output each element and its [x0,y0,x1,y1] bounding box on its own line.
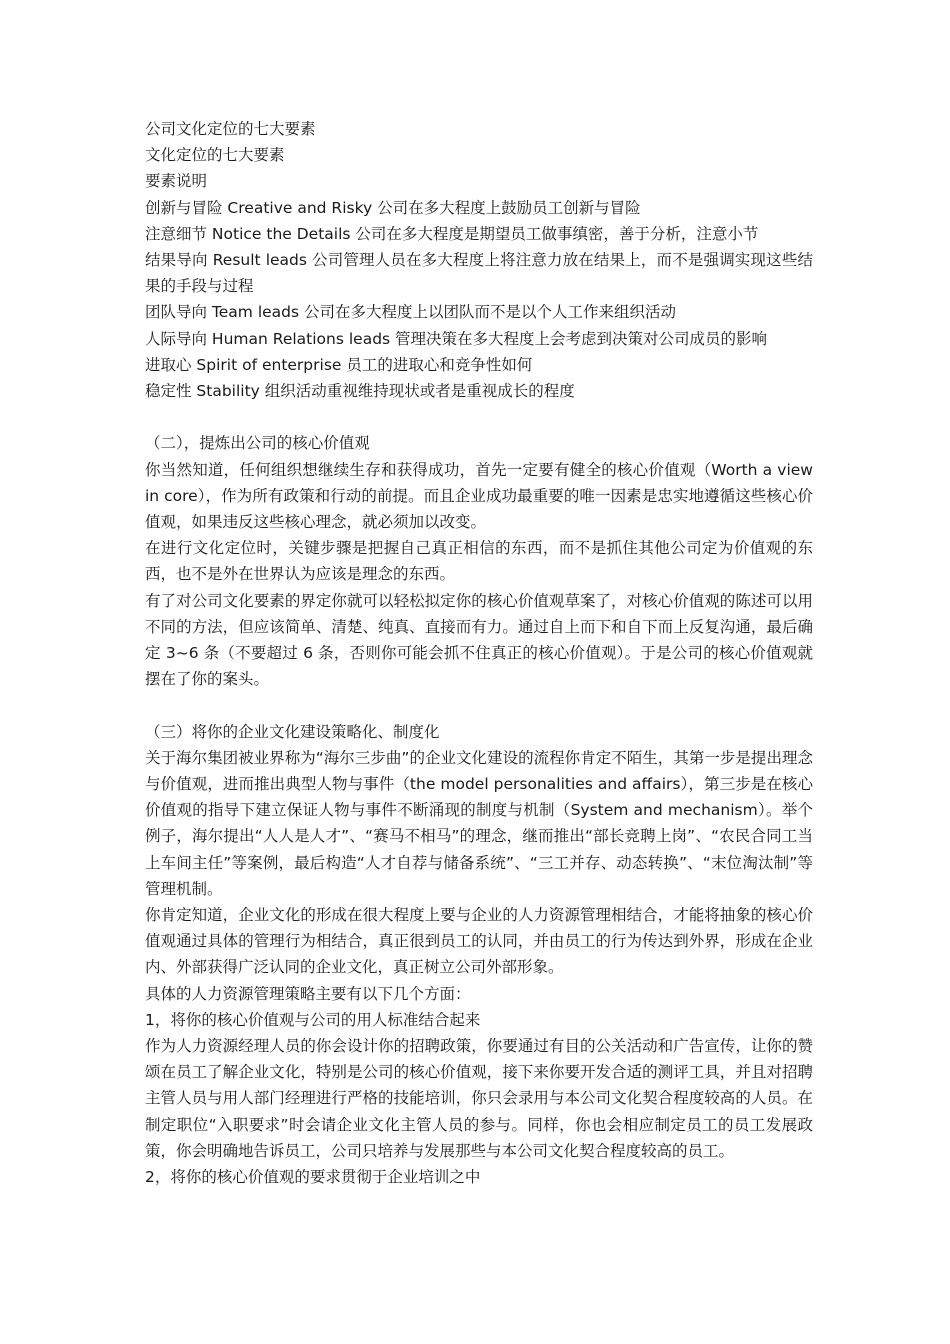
document-page [145,116,813,1190]
section3-paragraph: 具体的人力资源管理策略主要有以下几个方面： [145,984,471,1003]
section2-heading: （二），提炼出公司的核心价值观 [145,434,370,453]
section3-paragraph: 你肯定知道，企业文化的形成在很大程度上要与企业的人力资源管理相结合，才能将抽象的核心价值观通过具体的管理行为相结合，真正很到员工的认同，并由员工的行为传达到外界，形成在企业内、外部获得广泛认同的企业文化，真正树立公司外部形象。 [145,906,813,977]
section3-list-item: 1，将你的核心价值观与公司的用人标准结合起来 [145,1010,481,1029]
element-item-human-relations: 人际导向 Human Relations leads 管理决策在多大程度上会考虑到决策对公司成员的影响 [145,329,768,348]
element-item-enterprise: 进取心 Spirit of enterprise 员工的进取心和竞争性如何 [145,355,533,374]
section3-heading: （三）将你的企业文化建设策略化、制度化 [145,722,440,741]
section2-paragraph: 有了对公司文化要素的界定你就可以轻松拟定你的核心价值观草案了，对核心价值观的陈述可以用不同的方法，但应该简单、清楚、纯真、直接而有力。通过自上而下和自下而上反复沟通，最后确定 3~6 条（不要超过 6 条，否则你可能会抓不住真正的核心价值观）。于是公司的核心价值观就摆在了你的案头。 [145,591,813,689]
elements-header: 要素说明 [145,172,208,191]
element-item-team: 团队导向 Team leads 公司在多大程度上以团队而不是以个人工作来组织活动 [145,303,677,322]
element-item-creative: 创新与冒险 Creative and Risky 公司在多大程度上鼓励员工创新与冒险 [145,198,641,217]
section3-list-item: 2，将你的核心价值观的要求贯彻于企业培训之中 [145,1168,481,1187]
element-item-details: 注意细节 Notice the Details 公司在多大程度是期望员工做事缜密，善于分析，注意小节 [145,224,759,243]
section2-paragraph: 你当然知道，任何组织想继续生存和获得成功，首先一定要有健全的核心价值观（Worth a view in core），作为所有政策和行动的前提。而且企业成功最重要的唯一因素是忠实地遵循这些核心价值观，如果违反这些核心理念，就必须加以改变。 [145,460,813,532]
section-spacer [145,404,813,430]
section3-paragraph: 关于海尔集团被业界称为“海尔三步曲”的企业文化建设的流程你肯定不陌生，其第一步是提出理念与价值观，进而推出典型人物与事件（the model personalities and affairs），第三步是在核心价值观的指导下建立保证人物与事件不断涌现的制度与机制（System and mechanism）。举个例子，海尔提出“人人是人才”、“赛马不相马”的理念，继而推出“部长竞聘上岗”、“农民合同工当上车间主任”等案例，最后构造“人才自荐与储备系统”、“三工并存、动态转换”、“末位淘汰制”等管理机制。 [145,748,813,898]
section3-paragraph: 作为人力资源经理人员的你会设计你的招聘政策，你要通过有目的公关活动和广告宣传，让你的赞颂在员工了解企业文化，特别是公司的核心价值观，接下来你要开发合适的测评工具，并且对招聘主管人员与用人部门经理进行严格的技能培训，你只会录用与本公司文化契合程度较高的人员。在制定职位“入职要求”时会请企业文化主管人员的参与。同样，你也会相应制定员工的员工发展政策，你会明确地告诉员工，公司只培养与发展那些与本公司文化契合程度较高的员工。 [145,1037,813,1160]
document-subtitle: 文化定位的七大要素 [145,146,285,165]
section2-paragraph: 在进行文化定位时，关键步骤是把握自己真正相信的东西，而不是抓住其他公司定为价值观的东西，也不是外在世界认为应该是理念的东西。 [145,539,813,584]
element-item-result: 结果导向 Result leads 公司管理人员在多大程度上将注意力放在结果上，而不是强调实现这些结果的手段与过程 [145,251,813,296]
section-spacer [145,692,813,718]
element-item-stability: 稳定性 Stability 组织活动重视维持现状或者是重视成长的程度 [145,382,575,401]
document-title: 公司文化定位的七大要素 [145,120,316,138]
